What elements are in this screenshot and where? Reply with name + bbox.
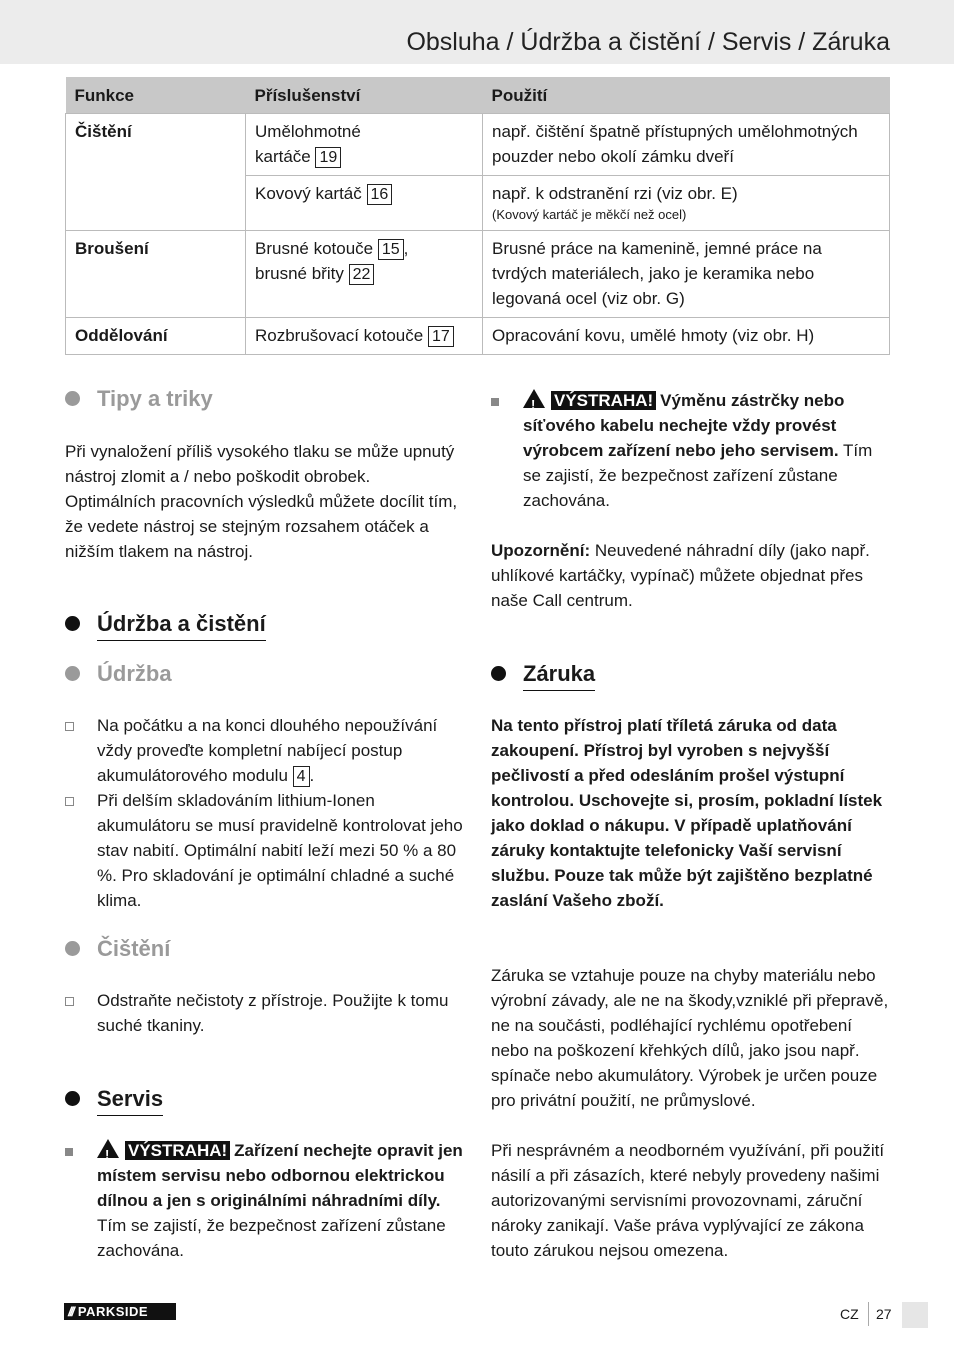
part-number: 19 xyxy=(315,147,341,168)
warranty-paragraph: Záruka se vztahuje pouze na chyby materiálu nebo výrobní závady, ale ne na škody,vzniklé při přepravě, ne na součásti, podléhající rychlému opotřebení nebo na poškození křehkých dílů, jako jsou např. spínače nebo akumulátory. Výrobek je určen pouze pro privátní použití, ne průmyslové. xyxy=(491,966,889,1110)
language-code: CZ xyxy=(840,1306,859,1322)
warning-item xyxy=(97,1138,465,1263)
footer-tab-marker xyxy=(902,1302,928,1328)
page-number: 27 xyxy=(876,1306,892,1322)
table-header-row xyxy=(66,77,890,114)
warning-triangle-icon xyxy=(523,389,545,408)
section-heading-tips: Tipy a triky xyxy=(97,386,213,411)
table-cell-accessory: Brusné kotouče 15 , brusné břity 22 xyxy=(246,231,483,318)
accessory-text: Rozbrušovací kotouče xyxy=(255,326,424,345)
accessory-text: Brusné kotouče xyxy=(255,239,374,258)
note-text: Neuvedené náhradní díly (jako např. uhlíkové kartáčky, vypínač) můžete objednat přes naše Call centrum. xyxy=(491,541,870,610)
note-label: Upozornění: xyxy=(491,541,591,560)
accessory-text: Umělohmotné xyxy=(255,122,361,141)
table-cell-use xyxy=(483,176,890,231)
note-paragraph xyxy=(491,538,891,613)
part-number: 4 xyxy=(293,766,310,787)
part-number: 22 xyxy=(349,264,375,285)
page-header xyxy=(0,0,954,64)
part-number: 15 xyxy=(378,239,404,260)
section-heading-maintenance: Údržba a čistění xyxy=(97,611,266,641)
list-item: Při delším skladováním lithium-Ionen akumulátoru se musí pravidelně kontrolovat jeho stav nabití. Optimální nabití leží mezi 50 % a 80 %. Pro skladování je optimální chladné a suché klima. xyxy=(97,791,463,910)
accessory-text: kartáče xyxy=(255,147,311,166)
warranty-bold-paragraph: Na tento přístroj platí tříletá záruka od data zakoupení. Přístroj byl vyroben s nejvyšší pečlivostí a před odesláním prošel výstupní kontrolou. Uschovejte si, prosím, pokladní lístek jako doklad o nákupu. V případě uplatňování záruky kontaktujte telefonicky Vaší servisní službu. Pouze tak může být zajištěno bezplatné zaslání Vašeho zboží. xyxy=(491,716,883,910)
section-heading-warranty: Záruka xyxy=(523,661,595,691)
list-item: Odstraňte nečistoty z přístroje. Použijte k tomu suché tkaniny. xyxy=(97,991,449,1035)
warning-bold-text: Výměnu zástrčky nebo síťového kabelu nechejte vždy provést výrobcem zařízení nebo jeho servisem. xyxy=(523,391,845,460)
warning-item xyxy=(523,388,891,513)
section-bullet-icon xyxy=(65,1091,80,1106)
use-text: např. k odstranění rzi (viz obr. E) xyxy=(492,184,738,203)
section-bullet-icon xyxy=(65,391,80,406)
table-cell-function: Oddělování xyxy=(66,318,246,355)
table-cell-use: Opracování kovu, umělé hmoty (viz obr. H) xyxy=(483,318,890,355)
page-title: Obsluha / Údržba a čistění / Servis / Záruka xyxy=(406,28,890,56)
subsection-heading-maintenance: Údržba xyxy=(97,661,172,686)
list-item: Na počátku a na konci dlouhého nepoužívání vždy proveďte kompletní nabíjecí postup akumulátorového modulu 4 . xyxy=(97,716,438,785)
table-row xyxy=(66,231,890,318)
table-header: Použití xyxy=(483,77,890,114)
table-cell-function: Čištění xyxy=(66,114,246,231)
section-heading-service: Servis xyxy=(97,1086,163,1116)
list-item-text: Na počátku a na konci dlouhého nepoužívání vždy proveďte kompletní nabíjecí postup akumulátorového modulu xyxy=(97,716,438,785)
list-square-icon xyxy=(491,398,499,406)
table-cell-accessory xyxy=(246,176,483,231)
warning-triangle-icon xyxy=(97,1139,119,1158)
table-cell-function: Broušení xyxy=(66,231,246,318)
list-box-icon xyxy=(65,722,74,731)
table-header: Funkce xyxy=(66,77,246,114)
part-number: 16 xyxy=(367,184,393,205)
accessory-table xyxy=(65,77,890,355)
table-cell-use: Brusné práce na kamenině, jemné práce na tvrdých materiálech, jako je keramika nebo legovaná ocel (viz obr. G) xyxy=(483,231,890,318)
table-cell-accessory xyxy=(246,114,483,176)
list-box-icon xyxy=(65,997,74,1006)
section-bullet-icon xyxy=(65,666,80,681)
warning-bold-text: Zařízení nechejte opravit jen místem servisu nebo odbornou elektrickou dílnou a jen s originálními náhradními díly. xyxy=(97,1141,463,1210)
part-number: 17 xyxy=(428,326,454,347)
parkside-logo xyxy=(64,1303,176,1320)
table-row xyxy=(66,114,890,176)
table-cell-accessory xyxy=(246,318,483,355)
warranty-paragraph: Při nesprávném a neodborném využívání, při použití násilí a při zásazích, které nebyly provedeny našimi autorizovanými servisními provozovnami, záruční nároky zanikají. Vaše práva vyplývající ze zákona touto zárukou nejsou omezena. xyxy=(491,1141,885,1260)
list-box-icon xyxy=(65,797,74,806)
accessory-text: Kovový kartáč xyxy=(255,184,362,203)
logo-slashes: /// xyxy=(68,1304,73,1319)
use-note: (Kovový kartáč je měkčí než ocel) xyxy=(492,207,687,222)
table-row xyxy=(66,318,890,355)
footer-divider xyxy=(868,1302,869,1326)
warning-label: VÝSTRAHA! xyxy=(125,1141,230,1160)
warning-text: Tím se zajistí, že bezpečnost zařízení zůstane zachována. xyxy=(97,1216,446,1260)
logo-brand: PARKSIDE xyxy=(77,1304,149,1319)
section-bullet-icon xyxy=(65,616,80,631)
subsection-heading-cleaning: Čištění xyxy=(97,936,171,961)
warning-text: Tím se zajistí, že bezpečnost zařízení zůstane zachována. xyxy=(523,441,873,510)
accessory-text: brusné břity xyxy=(255,264,344,283)
list-square-icon xyxy=(65,1148,73,1156)
table-header: Příslušenství xyxy=(246,77,483,114)
tips-paragraph: Při vynaložení příliš vysokého tlaku se může upnutý nástroj zlomit a / nebo poškodit obrobek. Optimálních pracovních výsledků můžete docílit tím, že vedete nástroj se stejným rozsahem otáček a nižším tlakem na nástroj. xyxy=(65,442,458,561)
warning-label: VÝSTRAHA! xyxy=(551,391,656,410)
section-bullet-icon xyxy=(65,941,80,956)
table-cell-use: např. čištění špatně přístupných umělohmotných pouzder nebo okolí zámku dveří xyxy=(483,114,890,176)
section-bullet-icon xyxy=(491,666,506,681)
